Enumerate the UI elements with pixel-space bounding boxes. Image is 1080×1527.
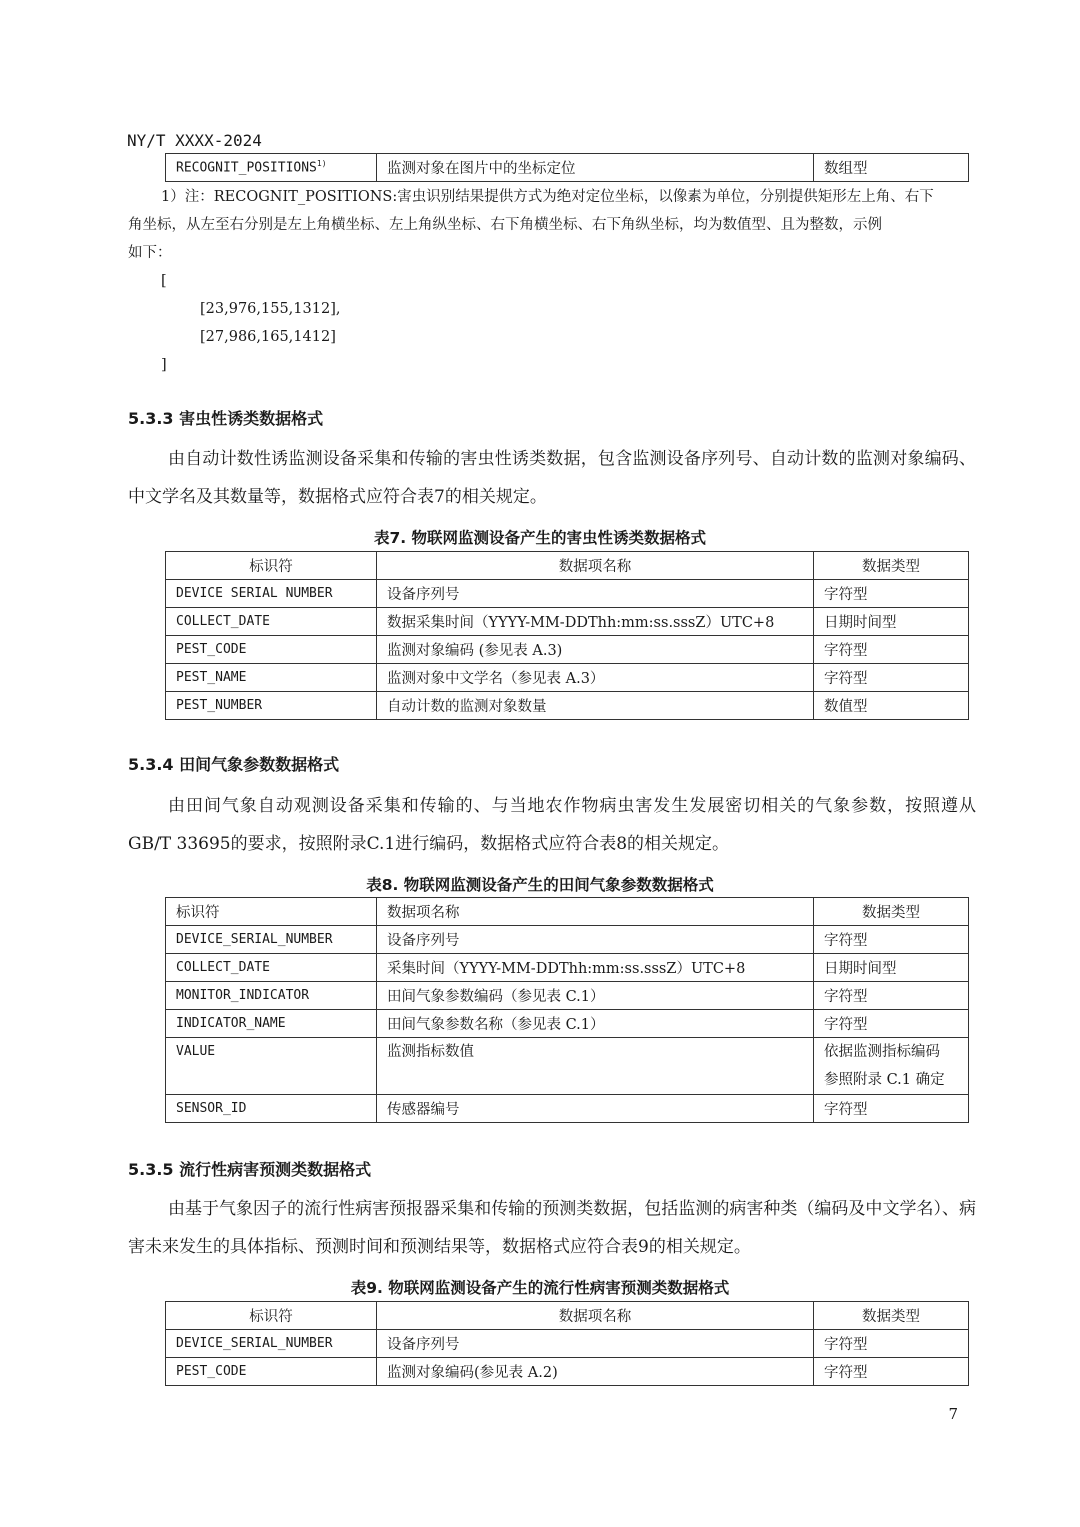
table-row: [166, 154, 969, 182]
table-cell: 监测对象编码 (参见表 A.3): [377, 636, 814, 664]
section-heading: 5.3.5 流行性病害预测类数据格式: [128, 1160, 372, 1179]
table-cell: [814, 1038, 969, 1095]
table-cell: 采集时间（YYYY-MM-DDThh:mm:ss.sssZ）UTC+8: [377, 954, 814, 982]
table-cell: 字符型: [814, 664, 969, 692]
table-cell: DEVICE_SERIAL_NUMBER: [166, 1330, 377, 1358]
table-cell: 字符型: [814, 1330, 969, 1358]
table-row: [166, 926, 969, 954]
table-cell: 字符型: [814, 1095, 969, 1123]
footnote-line: 1）注：RECOGNIT_POSITIONS:害虫识别结果提供方式为绝对定位坐标，以像素为单位，分别提供矩形左上角、右下: [161, 189, 934, 205]
column-header: 标识符: [166, 898, 377, 926]
table-row: [166, 580, 969, 608]
table-cell: PEST_CODE: [166, 636, 377, 664]
table-row: [166, 636, 969, 664]
table-cell: 数组型: [814, 154, 969, 182]
table-cell: 数据采集时间（YYYY-MM-DDThh:mm:ss.sssZ）UTC+8: [377, 608, 814, 636]
table-cell: VALUE: [166, 1038, 377, 1095]
table-cell: 监测对象中文学名（参见表 A.3）: [377, 664, 814, 692]
table-cell: 自动计数的监测对象数量: [377, 692, 814, 720]
cell-line: 依据监测指标编码: [824, 1044, 940, 1060]
table-cell: 监测对象编码(参见表 A.2): [377, 1358, 814, 1386]
footnote-line: 如下：: [128, 245, 172, 261]
table-row: [166, 608, 969, 636]
footnote: [128, 183, 976, 379]
table-row: [166, 692, 969, 720]
table-cell: PEST_NAME: [166, 664, 377, 692]
table-cell: SENSOR_ID: [166, 1095, 377, 1123]
example-line: [23,976,155,1312],: [200, 301, 341, 317]
table-cell: 日期时间型: [814, 608, 969, 636]
page-number: 7: [948, 1405, 958, 1423]
example-bracket: [: [161, 273, 167, 289]
column-header: 数据项名称: [377, 552, 814, 580]
table-cell: COLLECT_DATE: [166, 954, 377, 982]
cell-line: 参照附录 C.1 确定: [824, 1072, 945, 1088]
table-cell: PEST_CODE: [166, 1358, 377, 1386]
table-cell: PEST_NUMBER: [166, 692, 377, 720]
section-heading: 5.3.3 害虫性诱类数据格式: [128, 409, 324, 428]
table-cell: DEVICE SERIAL NUMBER: [166, 580, 377, 608]
table-cell: INDICATOR_NAME: [166, 1010, 377, 1038]
document-header: NY/T XXXX-2024: [127, 131, 262, 150]
column-header: 数据类型: [814, 1302, 969, 1330]
table-cell: 传感器编号: [377, 1095, 814, 1123]
table-caption: 表7. 物联网监测设备产生的害虫性诱类数据格式: [373, 529, 707, 547]
section-paragraph: 由基于气象因子的流行性病害预报器采集和传输的预测类数据，包括监测的病害种类（编码及中文学名）、病害未来发生的具体指标、预测时间和预测结果等，数据格式应符合表9的相关规定。: [128, 1199, 976, 1257]
column-header: 标识符: [166, 552, 377, 580]
table-cell: 监测指标数值: [377, 1038, 814, 1095]
table-row: [166, 1038, 969, 1095]
table-row: [166, 664, 969, 692]
table-cell: 字符型: [814, 982, 969, 1010]
example-line: [27,986,165,1412]: [200, 329, 336, 345]
column-header: 标识符: [166, 1302, 377, 1330]
table-cell: 字符型: [814, 636, 969, 664]
column-header: 数据类型: [814, 552, 969, 580]
table-cell: 字符型: [814, 1358, 969, 1386]
table-cell: COLLECT_DATE: [166, 608, 377, 636]
table-caption: 表9. 物联网监测设备产生的流行性病害预测类数据格式: [350, 1279, 730, 1297]
column-header: 数据项名称: [377, 1302, 814, 1330]
column-header: 数据类型: [814, 898, 969, 926]
table-cell: 设备序列号: [377, 1330, 814, 1358]
footnote-line: 角坐标，从左至右分别是左上角横坐标、左上角纵坐标、右下角横坐标、右下角纵坐标，均为数值型、且为整数，示例: [128, 217, 882, 233]
table-cell: 字符型: [814, 1010, 969, 1038]
table-row: [166, 982, 969, 1010]
table-header-row: [166, 1302, 969, 1330]
column-header: 数据项名称: [377, 898, 814, 926]
table-row: [166, 1010, 969, 1038]
table-row: [166, 954, 969, 982]
table-cell: 字符型: [814, 926, 969, 954]
table-cell: 日期时间型: [814, 954, 969, 982]
table-cell: 设备序列号: [377, 580, 814, 608]
table-row: [166, 1095, 969, 1123]
table-header-row: [166, 898, 969, 926]
table-9: [165, 1301, 969, 1386]
table-row: [166, 1358, 969, 1386]
top-table: [165, 153, 969, 182]
table-8: [165, 897, 969, 1123]
table-cell: 田间气象参数名称（参见表 C.1）: [377, 1010, 814, 1038]
table-header-row: [166, 552, 969, 580]
section-paragraph: 由自动计数性诱监测设备采集和传输的害虫性诱类数据，包含监测设备序列号、自动计数的监测对象编码、中文学名及其数量等，数据格式应符合表7的相关规定。: [128, 449, 976, 507]
table-cell: RECOGNIT_POSITIONS$^{1)}$: [166, 154, 377, 182]
table-cell: 字符型: [814, 580, 969, 608]
table-cell: MONITOR_INDICATOR: [166, 982, 377, 1010]
example-bracket: ]: [161, 357, 167, 373]
table-cell: 监测对象在图片中的坐标定位: [377, 154, 814, 182]
table-cell: DEVICE_SERIAL_NUMBER: [166, 926, 377, 954]
section-heading: 5.3.4 田间气象参数数据格式: [128, 755, 340, 774]
section-paragraph: 由田间气象自动观测设备采集和传输的、与当地农作物病虫害发生发展密切相关的气象参数，按照遵从GB/T 33695的要求，按照附录C.1进行编码，数据格式应符合表8的相关规定。: [128, 796, 976, 854]
table-7: [165, 551, 969, 720]
table-cell: 数值型: [814, 692, 969, 720]
table-cell: 田间气象参数编码（参见表 C.1）: [377, 982, 814, 1010]
table-row: [166, 1330, 969, 1358]
table-cell: 设备序列号: [377, 926, 814, 954]
table-caption: 表8. 物联网监测设备产生的田间气象参数数据格式: [366, 876, 714, 894]
